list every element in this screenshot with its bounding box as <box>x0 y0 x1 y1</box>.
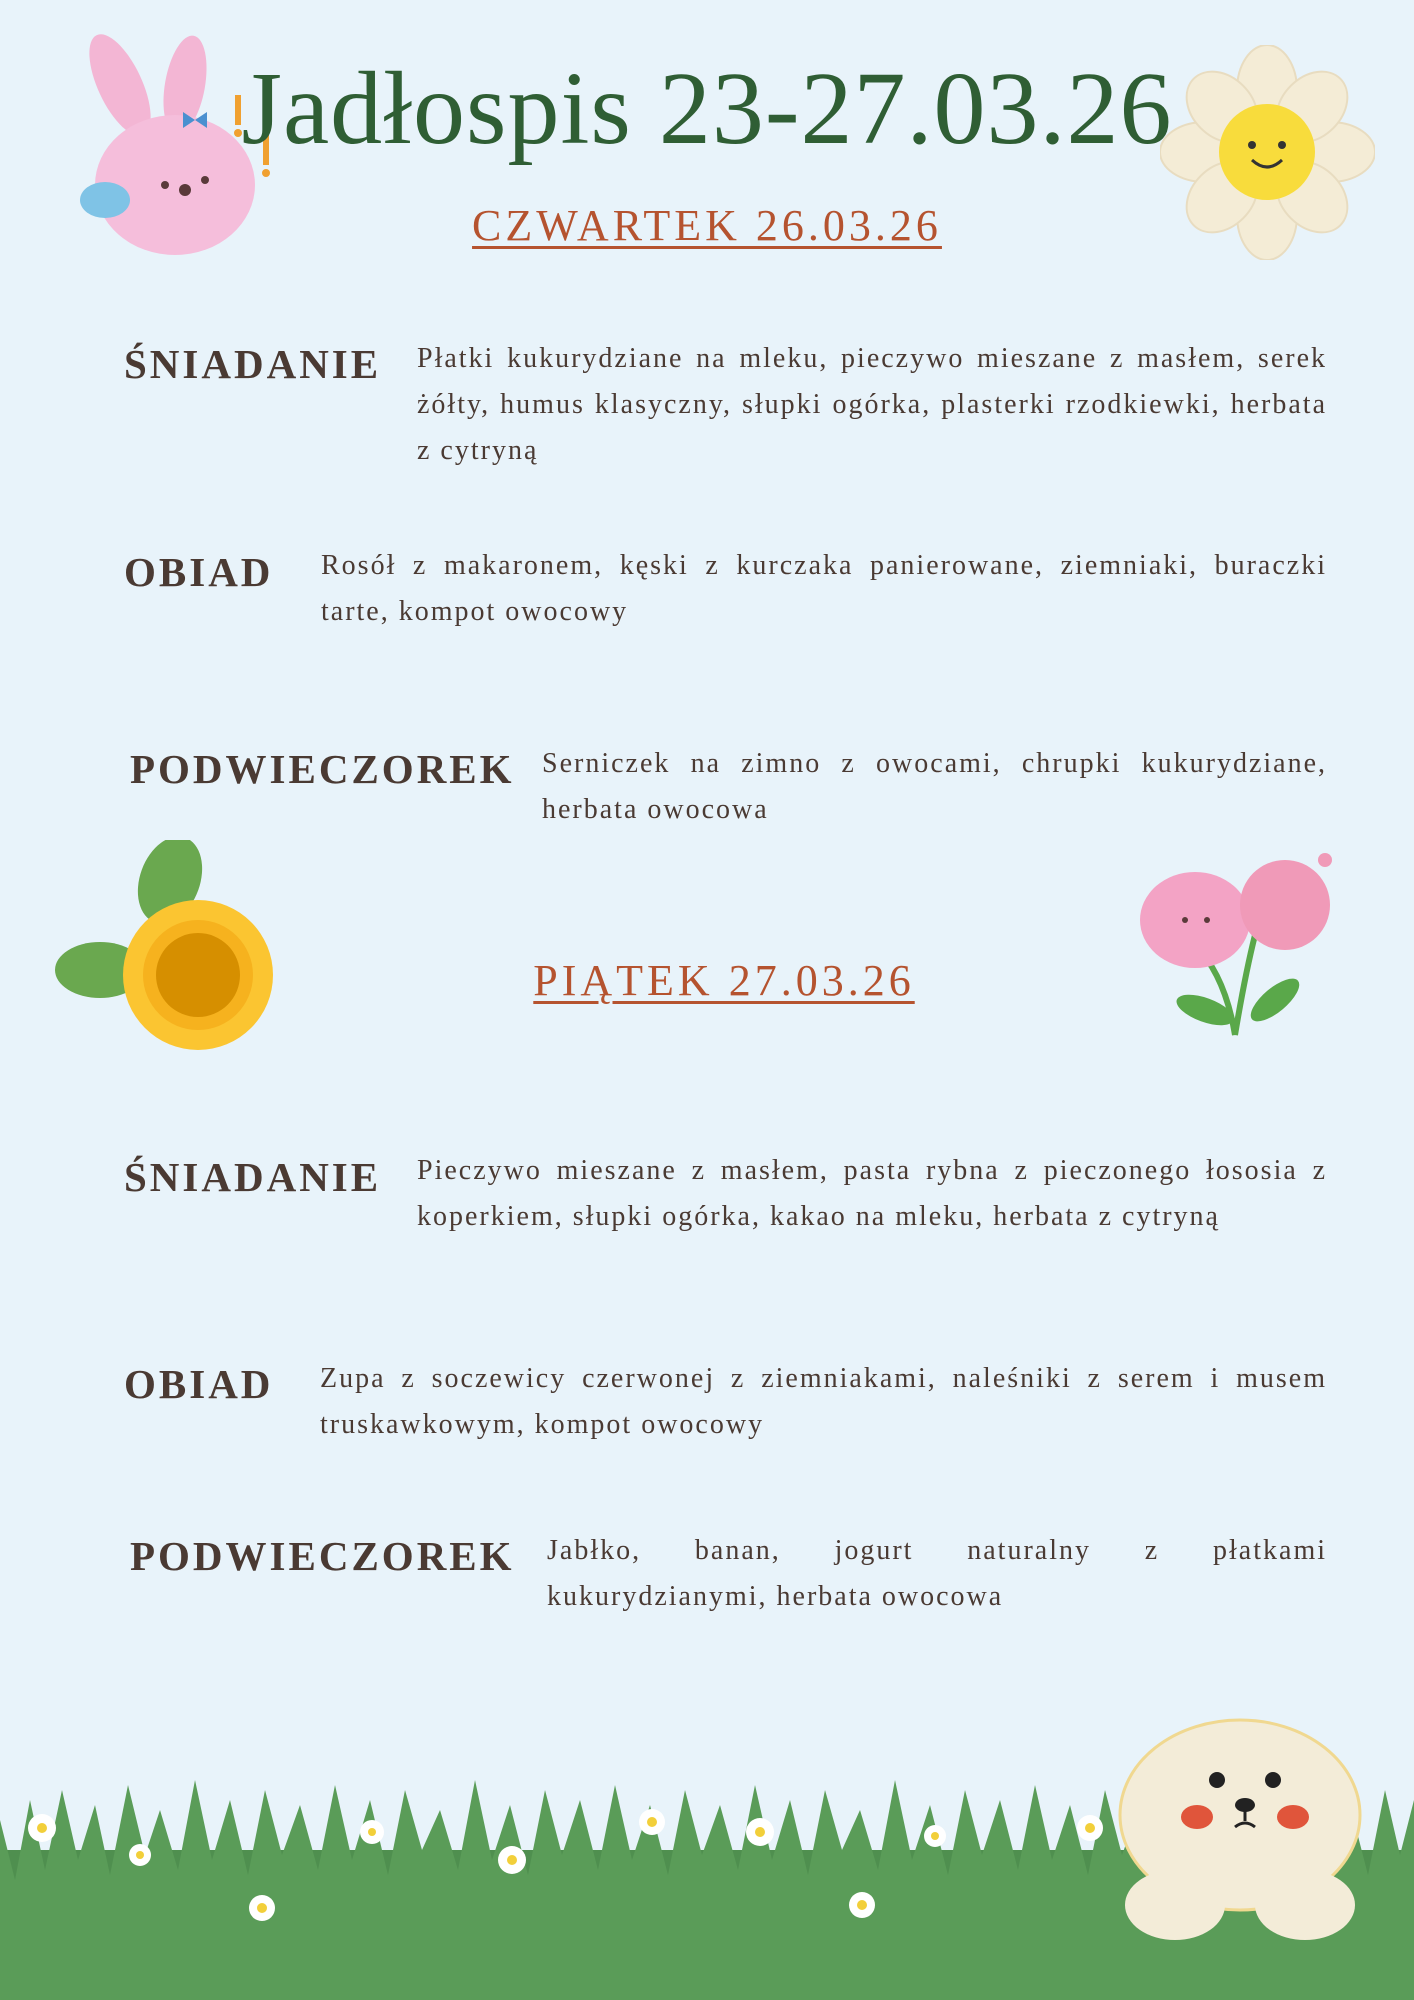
meal-label-snack: PODWIECZOREK <box>130 1533 515 1579</box>
sunflower-illustration-icon <box>55 840 285 1065</box>
puppy-illustration-icon <box>1105 1705 1375 1945</box>
meal-text-snack: Serniczek na zimno z owocami, chrupki kukurydziane, herbata owocowa <box>542 748 1327 825</box>
page-title: Jadłospis 23-27.03.26 <box>241 51 1173 166</box>
tulips-illustration-icon <box>1135 845 1355 1055</box>
meal-text-breakfast: Pieczywo mieszane z masłem, pasta rybna z pieczonego łososia z koperkiem, słupki ogórka, kakao na mleku, herbata z cytryną <box>417 1155 1327 1232</box>
meal-label-breakfast: ŚNIADANIE <box>124 1154 382 1200</box>
meal-text-snack: Jabłko, banan, jogurt naturalny z płatkami kukurydzianymi, herbata owocowa <box>547 1535 1327 1612</box>
meal-text-lunch: Rosół z makaronem, kęski z kurczaka panierowane, ziemniaki, buraczki tarte, kompot owocowy <box>321 550 1327 627</box>
meal-label-lunch: OBIAD <box>124 549 274 595</box>
meal-text-breakfast: Płatki kukurydziane na mleku, pieczywo mieszane z masłem, serek żółty, humus klasyczny, słupki ogórka, plasterki rzodkiewki, herbata z cytryną <box>417 343 1327 466</box>
meal-text-lunch: Zupa z soczewicy czerwonej z ziemniakami, naleśniki z serem i musem truskawkowym, kompot owocowy <box>320 1363 1327 1440</box>
day-heading-thursday: CZWARTEK 26.03.26 <box>472 201 942 250</box>
meal-label-lunch: OBIAD <box>124 1361 274 1407</box>
meal-label-snack: PODWIECZOREK <box>130 746 515 792</box>
meal-label-breakfast: ŚNIADANIE <box>124 341 382 387</box>
day-heading-friday: PIĄTEK 27.03.26 <box>533 956 915 1005</box>
